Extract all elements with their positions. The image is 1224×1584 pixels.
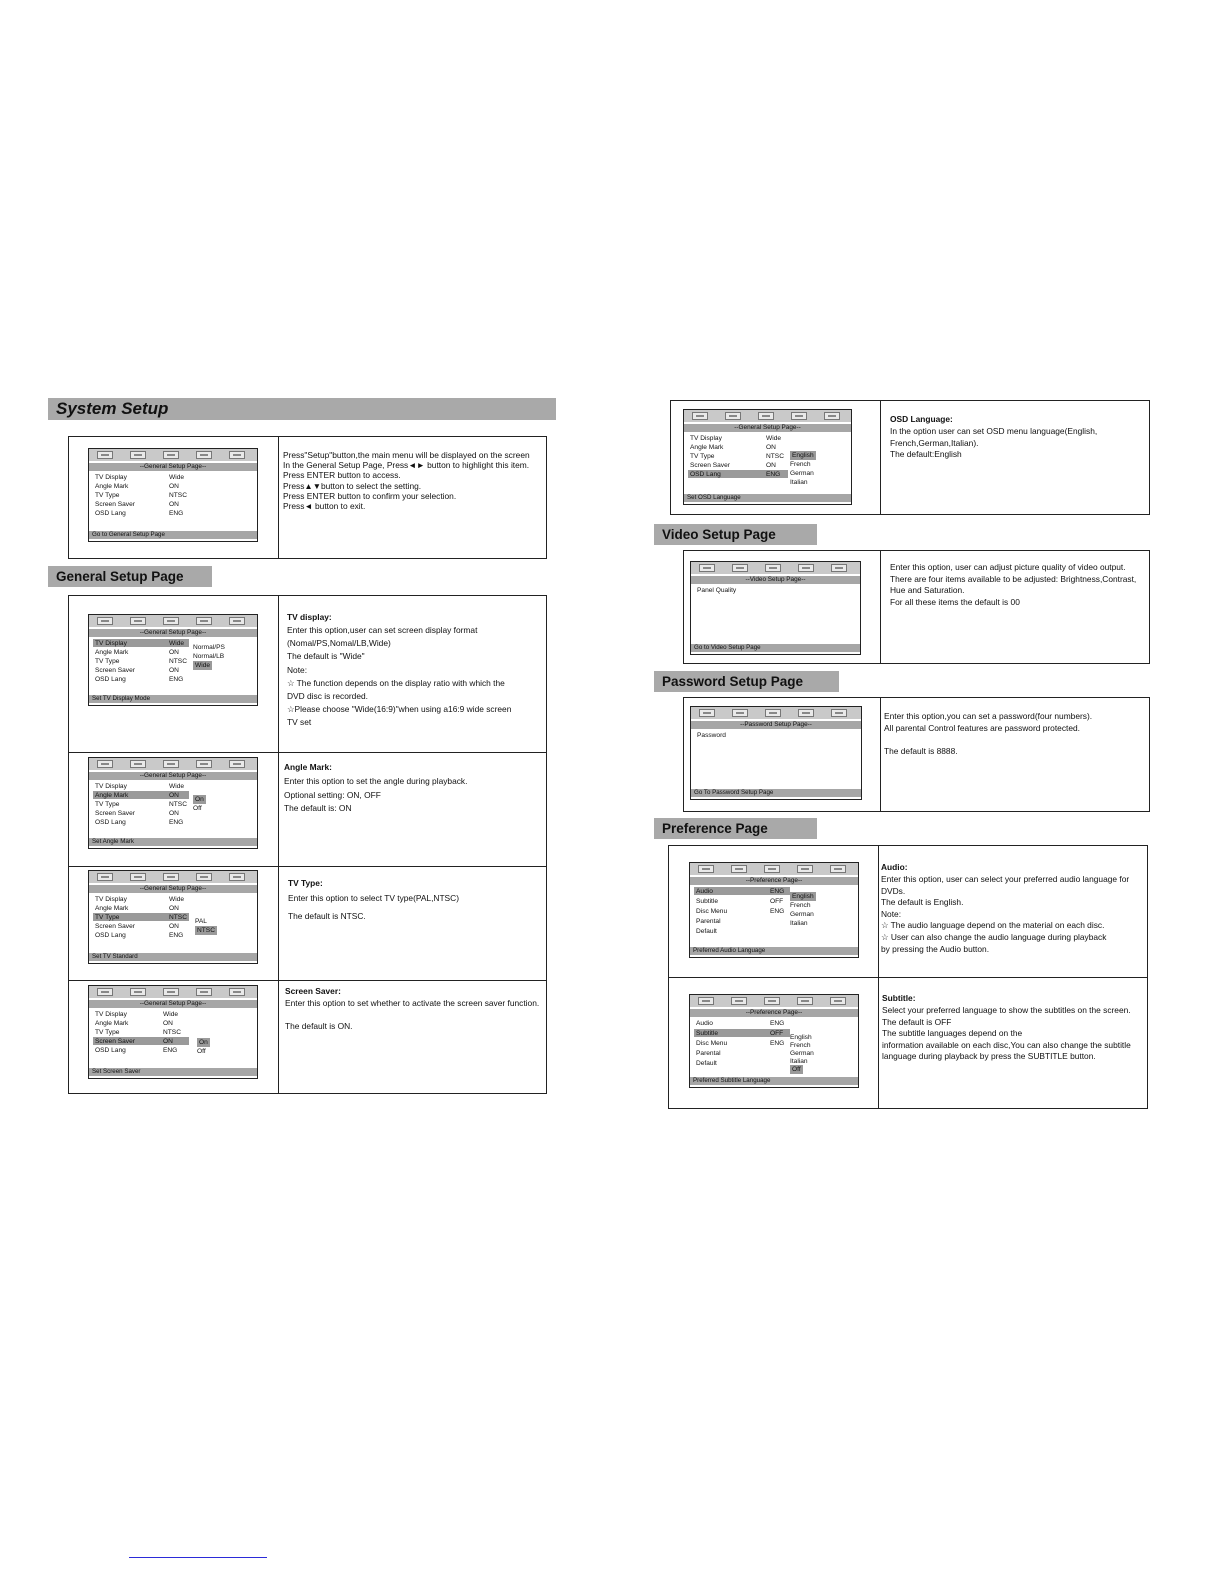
tools-icon xyxy=(824,412,840,420)
option-item: Wide xyxy=(195,662,211,669)
menu-item-label: Parental xyxy=(696,918,721,925)
tools-icon xyxy=(831,709,847,717)
tools-icon xyxy=(229,873,245,881)
tv-icon xyxy=(692,412,708,420)
screen-saver-text: Enter this option to set whether to activate the screen saver function. The default is ON. xyxy=(285,998,540,1031)
menu-item-value: ENG xyxy=(169,676,184,683)
subtitle-heading: Subtitle: xyxy=(882,993,916,1003)
menu-item-label: Angle Mark xyxy=(95,905,129,912)
option-item: Off xyxy=(193,805,202,812)
status-bar: Preferred Subtitle Language xyxy=(690,1077,858,1085)
audio-heading: Audio: xyxy=(881,862,908,872)
menu-item-value: ENG xyxy=(169,510,184,517)
menu-item-label: Default xyxy=(696,928,717,935)
preference-page-header: Preference Page xyxy=(654,818,817,839)
menu-icon-bar xyxy=(684,410,851,422)
tv-type-text: Enter this option to select TV type(PAL,NTSC) The default is NTSC. xyxy=(288,893,459,921)
option-item: Italian xyxy=(790,479,808,486)
lock-icon xyxy=(765,564,781,572)
password-divider xyxy=(880,697,881,812)
document-icon xyxy=(798,564,814,572)
speaker-icon xyxy=(130,451,146,459)
tv-icon xyxy=(698,997,714,1005)
speaker-icon xyxy=(130,873,146,881)
menu-item-value: Wide xyxy=(169,783,185,790)
tv-display-heading: TV display: xyxy=(287,612,332,622)
option-item: English xyxy=(792,452,814,459)
row-separator xyxy=(68,752,547,753)
menu-item-label: OSD Lang xyxy=(690,471,721,478)
menu-item-label: Audio xyxy=(696,888,713,895)
menu-item-label: Angle Mark xyxy=(95,792,129,799)
lock-icon xyxy=(163,451,179,459)
tv-icon xyxy=(97,617,113,625)
tools-icon xyxy=(229,988,245,996)
menu-icon-bar xyxy=(690,863,858,875)
menu-item-value: ON xyxy=(169,649,179,656)
speaker-icon xyxy=(732,564,748,572)
menu-icon-bar xyxy=(690,995,858,1007)
document-icon xyxy=(196,617,212,625)
menu-item-label: Disc Menu xyxy=(696,1040,728,1047)
menu-item-label: TV Type xyxy=(95,801,120,808)
lock-icon xyxy=(765,709,781,717)
menu-item-value: OFF xyxy=(770,898,784,905)
menu-item-value: ENG xyxy=(770,908,785,915)
general-setup-page-header: General Setup Page xyxy=(48,566,212,587)
menu-item-label: Angle Mark xyxy=(95,1020,129,1027)
tools-icon xyxy=(830,997,846,1005)
menu-item-value: Wide xyxy=(169,896,185,903)
menu-item-label: TV Type xyxy=(95,658,120,665)
document-icon xyxy=(797,997,813,1005)
menu-item-label: OSD Lang xyxy=(95,676,126,683)
osd-heading: OSD Language: xyxy=(890,414,953,424)
menu-item-value: Wide xyxy=(163,1011,179,1018)
preferred-subtitle-screen xyxy=(689,994,859,1088)
osd-language-screen xyxy=(683,409,852,505)
tools-icon xyxy=(831,564,847,572)
status-bar: Go to Video Setup Page xyxy=(691,644,860,652)
document-icon xyxy=(196,760,212,768)
lock-icon xyxy=(764,865,780,873)
menu-item-value: ON xyxy=(169,483,179,490)
option-item: Italian xyxy=(790,920,808,927)
menu-item-value: ON xyxy=(169,667,179,674)
menu-item-label: Screen Saver xyxy=(690,462,730,469)
tv-icon xyxy=(97,451,113,459)
speaker-icon xyxy=(130,988,146,996)
status-bar: Go To Password Setup Page xyxy=(691,789,861,797)
menu-item-label: Subtitle xyxy=(696,1030,718,1037)
menu-item-value: ON xyxy=(169,923,179,930)
menu-item-label: TV Display xyxy=(95,1011,127,1018)
preferred-audio-screen xyxy=(689,862,859,958)
osd-divider xyxy=(880,400,881,515)
lock-icon xyxy=(163,760,179,768)
menu-item-value: Wide xyxy=(169,640,185,647)
angle-mark-screen xyxy=(88,757,258,849)
menu-item-label: TV Type xyxy=(95,914,120,921)
menu-item-label: TV Type xyxy=(95,492,120,499)
menu-item-value: ENG xyxy=(770,1020,785,1027)
tools-icon xyxy=(229,760,245,768)
speaker-icon xyxy=(732,709,748,717)
tv-icon xyxy=(699,709,715,717)
speaker-icon xyxy=(731,865,747,873)
menu-item-value: ENG xyxy=(163,1047,178,1054)
menu-item-value: ON xyxy=(169,792,179,799)
document-icon xyxy=(791,412,807,420)
tv-icon xyxy=(97,988,113,996)
menu-item-value: Wide xyxy=(169,474,185,481)
menu-item-value: ON xyxy=(169,810,179,817)
menu-item-value: ENG xyxy=(169,819,184,826)
menu-item-label: OSD Lang xyxy=(95,819,126,826)
menu-icon-bar xyxy=(89,615,257,627)
menu-item-label: TV Display xyxy=(95,783,127,790)
option-item: English xyxy=(790,1034,812,1041)
screen-title: --General Setup Page-- xyxy=(684,424,851,432)
menu-icon-bar xyxy=(89,871,257,883)
screen-title: --Preference Page-- xyxy=(690,1009,858,1017)
lock-icon xyxy=(764,997,780,1005)
menu-item-label: TV Display xyxy=(95,474,127,481)
document-icon xyxy=(797,865,813,873)
option-item: French xyxy=(790,902,811,909)
option-item: German xyxy=(790,470,814,477)
osd-text: In the option user can set OSD menu language(English, French,German,Italian). The default:English xyxy=(890,426,1098,460)
tv-icon xyxy=(698,865,714,873)
speaker-icon xyxy=(731,997,747,1005)
speaker-icon xyxy=(130,760,146,768)
document-icon xyxy=(196,451,212,459)
menu-item-label: Screen Saver xyxy=(95,810,135,817)
screen-saver-screen xyxy=(88,985,258,1079)
document-icon xyxy=(196,988,212,996)
menu-item-value: NTSC xyxy=(169,801,187,808)
menu-item-label: TV Display xyxy=(95,640,127,647)
subtitle-text: Select your preferred language to show the subtitles on the screen. The default is OFF The subtitle languages depend on the information available on each disc,You can also change the subtitle language during playback by press the SUBTITLE button. xyxy=(882,1005,1131,1062)
menu-item-label: Angle Mark xyxy=(95,483,129,490)
tools-icon xyxy=(229,451,245,459)
menu-item-label: Screen Saver xyxy=(95,667,135,674)
menu-item-label: TV Display xyxy=(95,896,127,903)
menu-item-value: NTSC xyxy=(163,1029,181,1036)
menu-item-value: ON xyxy=(163,1038,173,1045)
screen-title: --Preference Page-- xyxy=(690,877,858,885)
menu-icon-bar xyxy=(691,707,861,719)
menu-item-label: TV Display xyxy=(690,435,722,442)
status-bar: Set TV Display Mode xyxy=(89,695,257,703)
password-setup-page-header: Password Setup Page xyxy=(654,671,839,692)
menu-item-label: TV Type xyxy=(95,1029,120,1036)
screen-title: --General Setup Page-- xyxy=(89,772,257,780)
video-text: Enter this option, user can adjust picture quality of video output. There are four items available to be adjusted: Brightness,Contrast, Hue and Saturation. For all these items the default is 00 xyxy=(890,562,1137,607)
screen-title: --General Setup Page-- xyxy=(89,629,257,637)
lock-icon xyxy=(758,412,774,420)
menu-icon-bar xyxy=(89,986,257,998)
menu-item-label: OSD Lang xyxy=(95,932,126,939)
lock-icon xyxy=(163,617,179,625)
option-item: PAL xyxy=(195,918,207,925)
option-item: Off xyxy=(792,1066,801,1073)
row-separator xyxy=(668,977,1148,978)
tools-icon xyxy=(229,617,245,625)
option-item: Normal/PS xyxy=(193,644,225,651)
row-separator xyxy=(68,980,547,981)
video-divider xyxy=(880,550,881,664)
option-item: On xyxy=(195,796,204,803)
menu-item-value: ENG xyxy=(766,471,781,478)
audio-text: Enter this option, user can select your preferred audio language for DVDs. The default is English. Note: ☆ The audio language depend on the material on each disc. ☆ User can also change the audio language during playback by pressing the Audio button. xyxy=(881,874,1130,954)
option-item: German xyxy=(790,911,814,918)
speaker-icon xyxy=(725,412,741,420)
menu-item-label: Screen Saver xyxy=(95,923,135,930)
menu-icon-bar xyxy=(691,562,860,574)
option-item: French xyxy=(790,461,811,468)
option-item: On xyxy=(199,1039,208,1046)
status-bar: Set Screen Saver xyxy=(89,1068,257,1076)
angle-mark-text: Enter this option to set the angle during playback. Optional setting: ON, OFF The default is: ON xyxy=(284,776,468,813)
intro-divider xyxy=(278,436,279,559)
menu-item-value: ENG xyxy=(169,932,184,939)
password-text: Enter this option,you can set a password(four numbers). All parental Control features are password protected. The default is 8888. xyxy=(884,711,1093,756)
menu-item-value: ON xyxy=(163,1020,173,1027)
menu-item-label: OSD Lang xyxy=(95,510,126,517)
lock-icon xyxy=(163,873,179,881)
tv-type-heading: TV Type: xyxy=(288,878,323,888)
document-icon xyxy=(196,873,212,881)
menu-item-value: ENG xyxy=(770,1040,785,1047)
status-bar: Preferred Audio Language xyxy=(690,947,858,955)
menu-item-value: ENG xyxy=(770,888,785,895)
menu-item-label: TV Type xyxy=(690,453,715,460)
tv-type-screen xyxy=(88,870,258,964)
menu-item-value: NTSC xyxy=(169,914,187,921)
menu-item-value: ON xyxy=(766,444,776,451)
menu-item-label: Angle Mark xyxy=(95,649,129,656)
menu-item-label: Subtitle xyxy=(696,898,718,905)
menu-item-value: NTSC xyxy=(169,658,187,665)
menu-item-value: ON xyxy=(169,905,179,912)
status-bar: Set TV Standard xyxy=(89,953,257,961)
menu-item-label: Screen Saver xyxy=(95,501,135,508)
status-bar: Set OSD Language xyxy=(684,494,851,502)
menu-item-label: Parental xyxy=(696,1050,721,1057)
menu-item-value: NTSC xyxy=(169,492,187,499)
footer-link-line xyxy=(129,1557,267,1558)
status-bar: Set Angle Mark xyxy=(89,838,257,846)
intro-text: Press"Setup"button,the main menu will be displayed on the screen In the General Setup Page, Press◄► button to highlight this item. Press ENTER button to access. Press▲▼button to select the setting. Press ENTER button to confirm your selection. Press◄ button to exit. xyxy=(283,450,530,512)
system-setup-header: System Setup xyxy=(48,398,556,420)
tv-icon xyxy=(699,564,715,572)
tv-icon xyxy=(97,760,113,768)
video-setup-page-header: Video Setup Page xyxy=(654,524,817,545)
menu-item-label: Password xyxy=(697,732,726,739)
option-item: NTSC xyxy=(197,927,215,934)
tools-icon xyxy=(830,865,846,873)
option-item: Italian xyxy=(790,1058,808,1065)
tv-display-screen xyxy=(88,614,258,706)
menu-icon-bar xyxy=(89,449,257,461)
row-separator xyxy=(68,866,547,867)
menu-item-label: Default xyxy=(696,1060,717,1067)
general-setup-screen xyxy=(88,448,258,542)
menu-icon-bar xyxy=(89,758,257,770)
option-item: Normal/LB xyxy=(193,653,225,660)
video-setup-screen xyxy=(690,561,861,655)
menu-item-label: Audio xyxy=(696,1020,713,1027)
screen-title: --General Setup Page-- xyxy=(89,885,257,893)
angle-mark-heading: Angle Mark: xyxy=(284,762,332,772)
screen-saver-heading: Screen Saver: xyxy=(285,986,341,996)
option-item: English xyxy=(792,893,814,900)
menu-item-label: Screen Saver xyxy=(95,1038,135,1045)
menu-item-label: Panel Quality xyxy=(697,587,737,594)
screen-title: --Video Setup Page-- xyxy=(691,576,860,584)
option-item: German xyxy=(790,1050,814,1057)
lock-icon xyxy=(163,988,179,996)
status-bar: Go to General Setup Page xyxy=(89,531,257,539)
screen-title: --General Setup Page-- xyxy=(89,463,257,471)
menu-item-value: Wide xyxy=(766,435,782,442)
speaker-icon xyxy=(130,617,146,625)
screen-title: --Password Setup Page-- xyxy=(691,721,861,729)
menu-item-label: OSD Lang xyxy=(95,1047,126,1054)
menu-item-label: Disc Menu xyxy=(696,908,728,915)
menu-item-value: OFF xyxy=(770,1030,784,1037)
option-item: Off xyxy=(197,1048,206,1055)
general-setup-divider xyxy=(278,595,279,1094)
document-icon xyxy=(798,709,814,717)
menu-item-value: ON xyxy=(169,501,179,508)
password-setup-screen xyxy=(690,706,862,800)
tv-icon xyxy=(97,873,113,881)
menu-item-value: NTSC xyxy=(766,453,784,460)
tv-display-text: Enter this option,user can set screen display format (Nomal/PS,Nomal/LB,Wide) The default is "Wide" Note: ☆ The function depends on the display ratio with which the DVD disc is recorded. ☆Please choose "Wide(16:9)"when using a16:9 wide screen TV set xyxy=(287,625,512,728)
menu-item-label: Angle Mark xyxy=(690,444,724,451)
option-item: French xyxy=(790,1042,811,1049)
screen-title: --General Setup Page-- xyxy=(89,1000,257,1008)
menu-item-value: ON xyxy=(766,462,776,469)
